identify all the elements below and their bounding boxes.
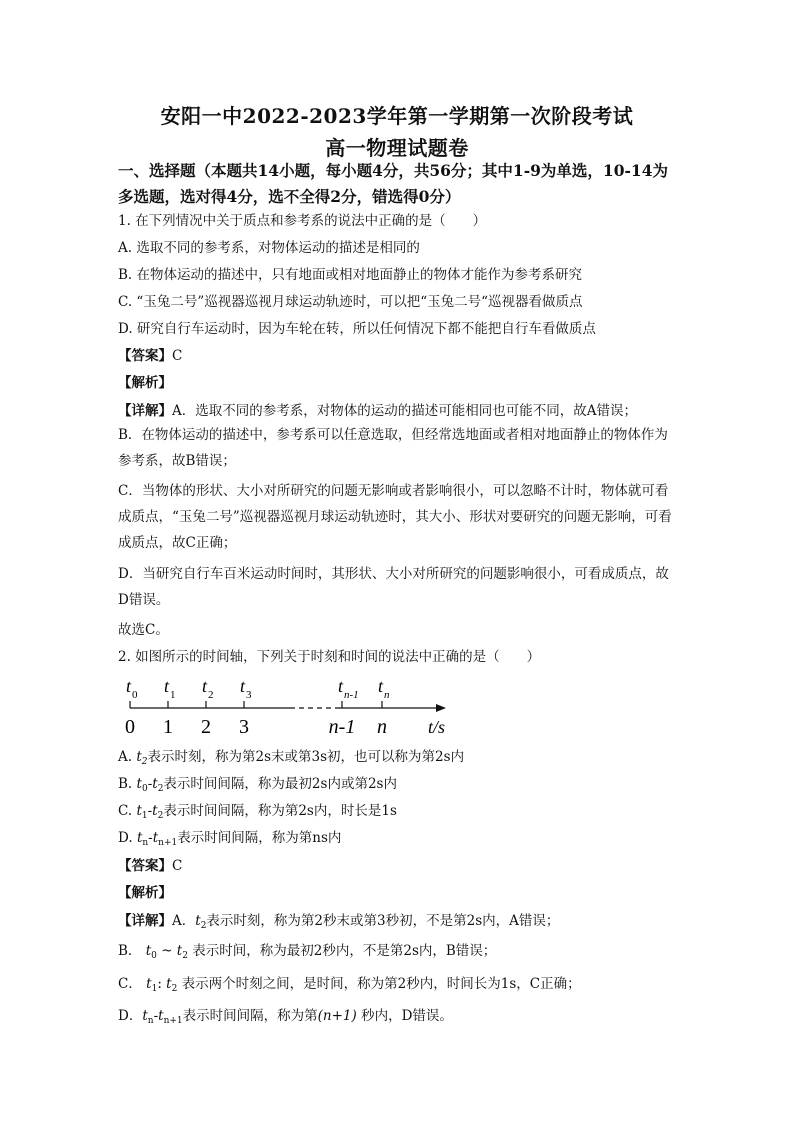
time-axis-figure: [118, 670, 468, 740]
axis-top-label: t: [378, 676, 384, 696]
axis-top-label: t: [240, 676, 246, 696]
axis-bottom-label: 0: [125, 716, 135, 738]
answer-tag: 【答案】: [118, 348, 172, 364]
q2-answer: [118, 857, 182, 875]
axis-top-subscript: 3: [246, 689, 252, 701]
q1-option-d: D. 研究自行车运动时，因为车轮在转，所以任何情况下都不能把自行车看做质点: [118, 321, 596, 337]
q2-analysis-tag: 【解析】: [118, 885, 172, 901]
q1-answer: [118, 347, 182, 365]
axis-top-label: t: [202, 676, 208, 696]
axis-bottom-label: n: [377, 716, 387, 738]
q2-option-c: C. $t_1-t_2$表示时间间隔，称为第2s内，时长是1s: [118, 803, 397, 821]
q1-analysis-tag: 【解析】: [118, 375, 172, 391]
axis-label: t/s: [428, 717, 446, 737]
q2-option-d: D. $t_n-t_{n+1}$表示时间间隔，称为第ns内: [118, 830, 342, 848]
answer-value: C: [172, 858, 183, 874]
q1-detail-d: D．当研究自行车百米运动时间时，其形状、大小对所研究的问题影响很小，可看成质点，故D错误。: [118, 566, 669, 608]
q1-option-c: C. “玉兔二号”巡视器巡视月球运动轨迹时，可以把“玉兔二号“巡视器看做质点: [118, 294, 583, 310]
axis-arrow: [436, 704, 446, 712]
axis-bottom-label: 2: [201, 716, 211, 738]
q1-stem: 1. 在下列情况中关于质点和参考系的说法中正确的是（ ）: [118, 213, 487, 229]
q2-option-b: B. $t_0-t_2$表示时间间隔，称为最初2s内或第2s内: [118, 776, 397, 794]
q2-stem: 2. 如图所示的时间轴，下列关于时刻和时间的说法中正确的是（ ）: [118, 649, 541, 665]
q1-detail-b: B．在物体运动的描述中，参考系可以任意选取，但经常选地面或者相对地面静止的物体作为参考系，故B错误；: [118, 427, 668, 469]
q1-conclusion: 故选C。: [118, 622, 169, 638]
section-heading: 一、选择题（本题共14小题，每小题4分，共56分；其中1-9为单选，10-14为多选题，选对得4分，选不全得2分，错选得0分）: [118, 161, 669, 206]
q2-detail-d: D．$t_n-t_{n+1}$表示时间间隔，称为第(n+1) 秒内，D错误。: [118, 1008, 453, 1026]
axis-top-subscript: 2: [208, 689, 214, 701]
q1-option-a: A. 选取不同的参考系，对物体运动的描述是相同的: [118, 240, 420, 256]
q2-option-a: A. $t_2$表示时刻，称为第2s末或第3s初，也可以称为第2s内: [118, 749, 465, 767]
axis-top-subscript: n-1: [344, 689, 359, 701]
detail-text: A．选取不同的参考系，对物体的运动的描述可能相同也可能不同，故A错误；: [172, 403, 637, 419]
exam-subtitle: 高一物理试题卷: [325, 136, 469, 160]
axis-top-subscript: n: [384, 689, 390, 701]
q2-detail-b: B． $t_0$ ~ $t_2$ 表示时间，称为最初2秒内，不是第2s内，B错误；: [118, 943, 497, 961]
axis-top-subscript: 1: [170, 689, 176, 701]
answer-value: C: [172, 348, 183, 364]
exam-title: 安阳一中2022-2023学年第一学期第一次阶段考试: [160, 104, 634, 128]
axis-top-label: t: [126, 676, 132, 696]
axis-top-subscript: 0: [132, 689, 138, 701]
answer-tag: 【答案】: [118, 858, 172, 874]
axis-bottom-label: 3: [239, 716, 249, 738]
q1-option-b: B. 在物体运动的描述中，只有地面或相对地面静止的物体才能作为参考系研究: [118, 267, 583, 283]
axis-bottom-label: n-1: [328, 716, 356, 738]
q1-detail-c: C．当物体的形状、大小对所研究的问题无影响或者影响很小，可以忽略不计时，物体就可看成质点，“玉兔二号”巡视器巡视月球运动轨迹时，其大小、形状对要研究的问题无影响，可看成质点，故C正确；: [118, 483, 672, 551]
q2-detail-a: 【详解】A．$t_2$表示时刻，称为第2秒末或第3秒初，不是第2s内，A错误；: [118, 913, 560, 931]
detail-tag: 【详解】: [118, 403, 172, 419]
axis-top-label: t: [338, 676, 344, 696]
q2-detail-c: C． $t_1$: $t_2$ 表示两个时刻之间，是时间，称为第2秒内，时间长为1s，C正确；: [118, 976, 581, 994]
axis-top-label: t: [164, 676, 170, 696]
q1-detail-a: [118, 402, 637, 420]
axis-bottom-label: 1: [163, 716, 173, 738]
